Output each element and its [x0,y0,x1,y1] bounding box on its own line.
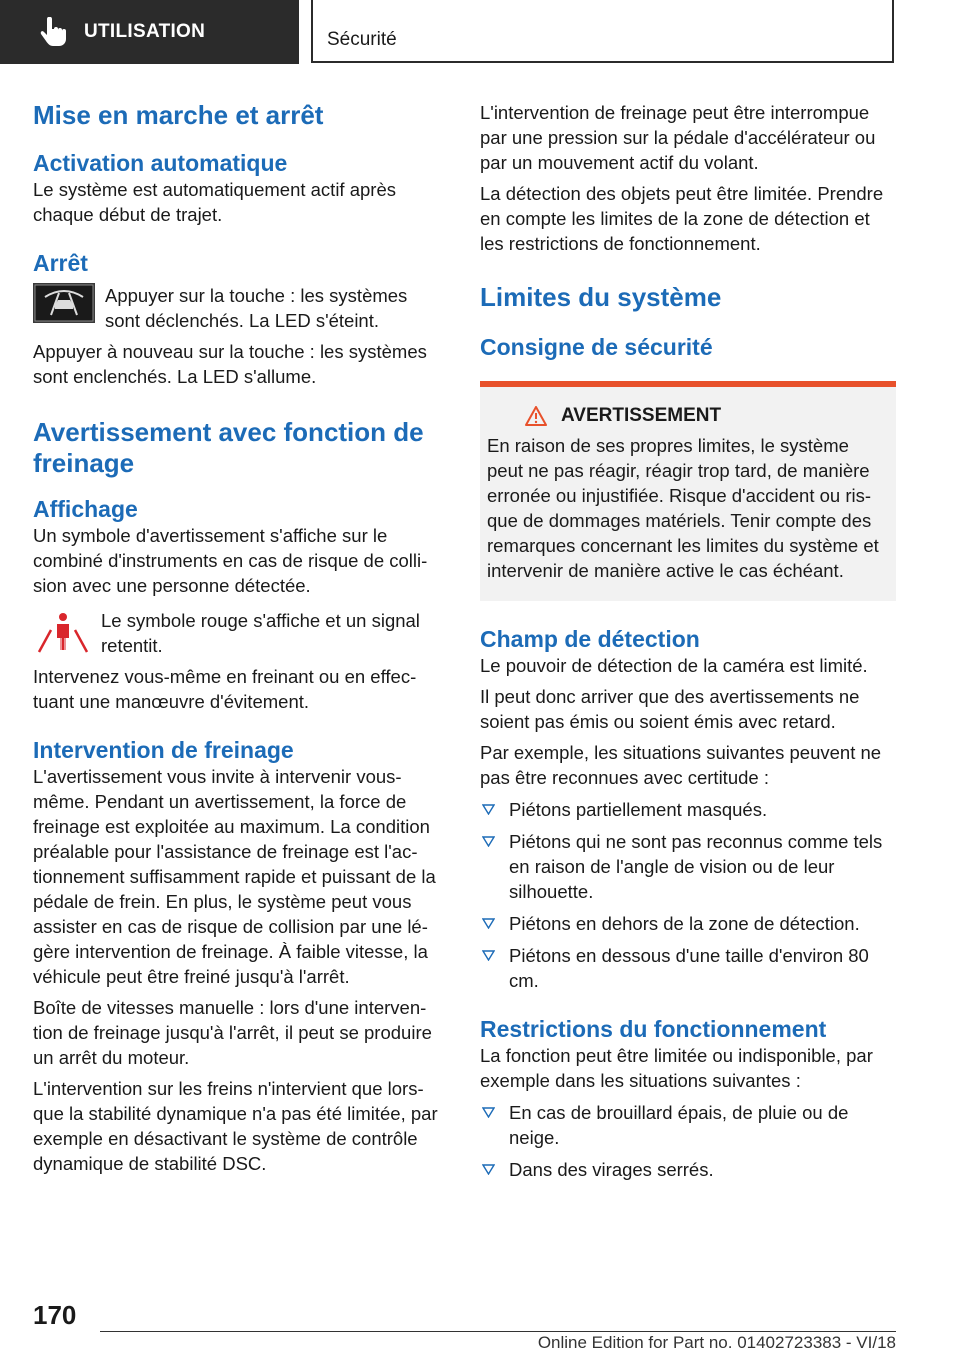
page-number: 170 [33,1300,77,1330]
stop-button-row [33,283,447,333]
text-brake-1: L'avertissement vous invite à intervenir vous-même. Pendant un avertissement, la force de freinage est exploitée au maximum. La condition préalable pour l'assistance de freinage est l'actionnement suffisamment rapide et puissant de la pédale de frein. En plus, le système peut vous assister en cas de risque de collision par une légère intervention de freinage. À faible vitesse, la véhicule peut être freiné jusqu'à l'arrêt. [33,766,436,987]
text-brake-2: Boîte de vitesses manuelle : lors d'une intervention de freinage jusqu'à l'arrêt, il peut se produire un arrêt du moteur. [33,997,432,1068]
heading-stop: Arrêt [33,250,88,276]
text-intervention-1: L'intervention de freinage peut être interrompue par une pression sur la pédale d'accélérateur ou par un mouvement actif du volant. [480,102,876,173]
text-display-2: Le symbole rouge s'affiche et un signal retentit. [101,610,420,656]
hand-pointer-icon [38,17,66,47]
list-item: Dans des virages serrés. [480,1157,896,1182]
section-tab[interactable] [311,0,894,63]
warning-box [480,381,896,601]
heading-warning-brake: Avertissement avec fonction de freinage [33,417,424,478]
heading-detection-field: Champ de détection [480,626,700,652]
list-item: Piétons partiellement masqués. [480,797,896,822]
text-stop-2: Appuyer à nouveau sur la touche : les systèmes sont enclenchés. La LED s'allume. [33,341,427,387]
bullet-triangle-icon [482,836,495,847]
warning-title-text: AVERTISSEMENT [561,405,722,426]
text-auto-activation: Le système est automatiquement actif après chaque début de trajet. [33,179,396,225]
text-stop-1: Appuyer sur la touche : les systèmes sont déclenchés. La LED s'éteint. [105,285,408,331]
heading-restrictions: Restrictions du fonctionnement [480,1016,827,1042]
list-item: Piétons en dessous d'une taille d'environ 80 cm. [480,943,896,993]
detection-list [480,797,896,993]
footer-edition: Online Edition for Part no. 01402723383 - VI/18 [537,1333,896,1352]
restrictions-list [480,1100,896,1182]
warning-title [487,405,888,427]
list-item: Piétons en dehors de la zone de détection. [480,911,896,936]
list-item: Piétons qui ne sont pas reconnus comme tels en raison de l'angle de vision ou de leur silhouette. [480,829,896,904]
heading-display: Affichage [33,496,138,522]
footer-divider [100,1331,896,1332]
bullet-triangle-icon [482,1107,495,1118]
section-label: Sécurité [327,29,397,50]
warning-text: En raison de ses propres limites, le système peut ne pas réagir, réagir trop tard, de manière erronée ou injustifiée. Risque d'accident ou risque de dommages matériels. Tenir compte des remarques concernant les limites du système et intervenir de manière active le cas échéant. [487,435,879,581]
heading-start-stop: Mise en marche et arrêt [33,100,324,130]
text-display-1: Un symbole d'avertissement s'affiche sur le combiné d'instruments en cas de risque de collision avec une personne détectée. [33,525,428,596]
pedestrian-warning-icon [35,608,91,656]
text-intervention-2: La détection des objets peut être limitée. Prendre en compte les limites de la zone de détection et les restrictions de fonctionnement. [480,183,884,254]
heading-safety-notice: Consigne de sécurité [480,334,713,360]
list-item: En cas de brouillard épais, de pluie ou de neige. [480,1100,896,1150]
heading-system-limits: Limites du système [480,282,722,312]
text-restrictions: La fonction peut être limitée ou indisponible, par exemple dans les situations suivantes : [480,1045,873,1091]
bullet-triangle-icon [482,950,495,961]
right-column [480,100,896,1182]
pedestrian-row [33,608,447,658]
text-brake-3: L'intervention sur les freins n'intervient que lorsque la stabilité dynamique n'a pas été limitée, par exemple en désactivant le système de contrôle dynamique de stabilité DSC. [33,1078,438,1174]
bullet-triangle-icon [482,804,495,815]
warning-triangle-icon [525,406,547,426]
page-header [0,0,960,66]
text-field-3: Par exemple, les situations suivantes peuvent ne pas être reconnues avec certitude : [480,742,882,788]
text-field-2: Il peut donc arriver que des avertissements ne soient pas émis ou soient émis avec retard. [480,686,860,732]
bullet-triangle-icon [482,918,495,929]
chapter-tab[interactable] [0,0,299,64]
heading-auto-activation: Activation automatique [33,150,288,176]
left-column [33,100,447,1176]
heading-brake-intervention: Intervention de freinage [33,737,294,763]
text-display-3: Intervenez vous-même en freinant ou en effectuant une manœuvre d'évitement. [33,666,417,712]
text-field-1: Le pouvoir de détection de la caméra est limité. [480,655,868,676]
driver-assist-button-icon [33,283,95,323]
chapter-label: UTILISATION [84,21,206,42]
bullet-triangle-icon [482,1164,495,1175]
